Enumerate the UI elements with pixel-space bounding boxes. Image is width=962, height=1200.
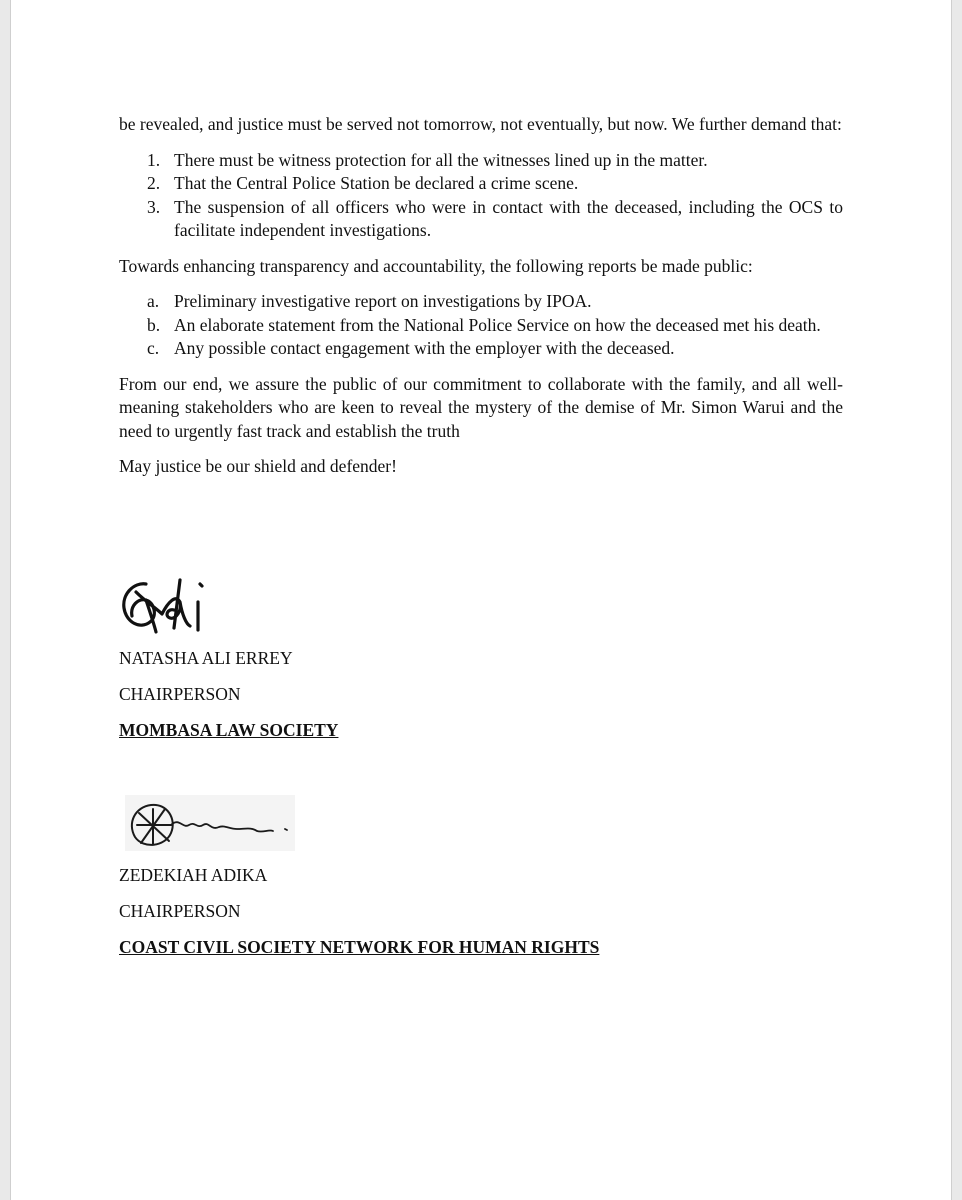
transparency-paragraph: Towards enhancing transparency and accountability, the following reports be made public: [119, 255, 753, 276]
list-item [119, 337, 843, 361]
signatory-name: NATASHA ALI ERREY [119, 648, 293, 668]
signatory-organization: COAST CIVIL SOCIETY NETWORK FOR HUMAN RIGHTS [119, 937, 600, 957]
document-page [10, 0, 952, 1200]
list-marker: 1. [147, 149, 161, 170]
list-marker: 2. [147, 173, 161, 193]
signatory-title: CHAIRPERSON [119, 901, 241, 921]
signatory-organization: MOMBASA LAW SOCIETY [119, 720, 339, 740]
reports-list [119, 290, 843, 361]
list-item-text: Any possible contact engagement with the employer with the deceased. [174, 338, 675, 358]
signatory-name: ZEDEKIAH ADIKA [119, 865, 268, 885]
signatory-1 [119, 640, 338, 748]
signatory-title: CHAIRPERSON [119, 684, 241, 704]
list-item-text: That the Central Police Station be declared a crime scene. [174, 173, 579, 193]
list-marker: c. [147, 338, 160, 358]
list-item [119, 290, 843, 314]
list-item [119, 314, 843, 338]
list-item [119, 196, 843, 243]
closing-paragraph: From our end, we assure the public of our commitment to collaborate with the family, and all well-meaning stakeholders who are keen to reveal the mystery of the demise of Mr. Simon Warui and the need to urgently fast track and establish the truth [119, 373, 843, 441]
list-item [119, 149, 843, 173]
signatory-2 [119, 857, 599, 965]
demands-list [119, 149, 843, 243]
list-item-text: Preliminary investigative report on investigations by IPOA. [174, 291, 592, 311]
list-marker: a. [147, 291, 160, 311]
letter-body [119, 113, 843, 491]
list-item-text: There must be witness protection for all the witnesses lined up in the matter. [174, 149, 708, 170]
list-item-text: The suspension of all officers who were in contact with the deceased, including the OCS to facilitate independent investigations. [174, 196, 843, 240]
list-item-text: An elaborate statement from the National Police Service on how the deceased met his death. [174, 314, 821, 335]
signature-natasha-image [116, 572, 226, 636]
list-item [119, 172, 843, 196]
motto: May justice be our shield and defender! [119, 456, 397, 476]
list-marker: 3. [147, 196, 161, 217]
signature-zedekiah-image [125, 795, 305, 851]
list-marker: b. [147, 314, 161, 335]
intro-paragraph: be revealed, and justice must be served not tomorrow, not eventually, but now. We further demand that: [119, 114, 842, 134]
